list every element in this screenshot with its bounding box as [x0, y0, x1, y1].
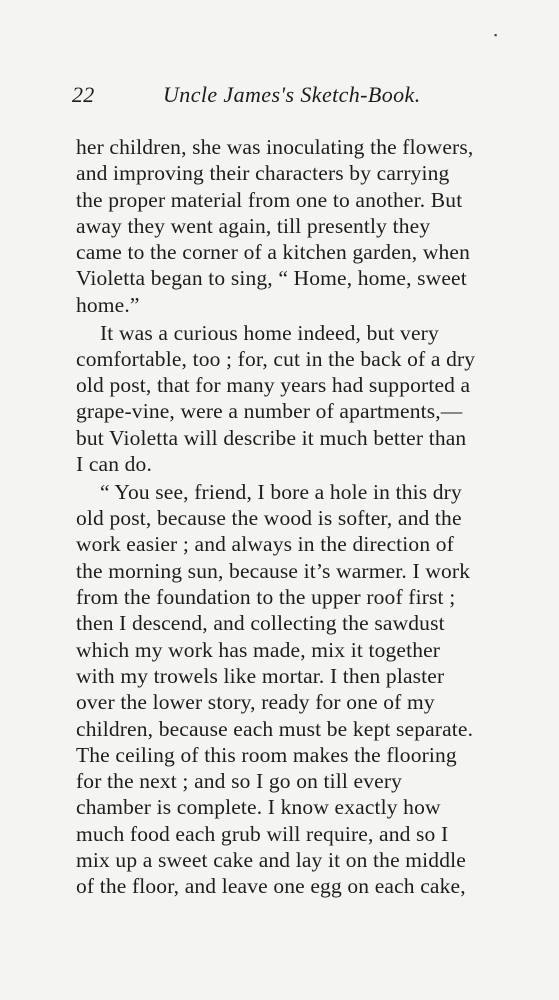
paragraph-2 [76, 320, 544, 478]
text-line: for the next ; and so I go on till every [76, 769, 403, 794]
text-line: I can do. [76, 452, 152, 477]
text-line: much food each grub will require, and so I [76, 821, 449, 846]
text-line: It was a curious home indeed, but very [100, 320, 439, 345]
text-line: from the foundation to the upper roof first ; [76, 585, 456, 610]
text-line: old post, that for many years had supported a [76, 373, 471, 398]
text-line: old post, because the wood is softer, and the [76, 506, 462, 531]
text-line: home.” [76, 292, 140, 317]
text-line: but Violetta will describe it much better than [76, 425, 467, 450]
text-line: Violetta began to sing, “ Home, home, sweet [76, 266, 467, 291]
text-line: away they went again, till presently they [76, 213, 431, 238]
text-line: “ You see, friend, I bore a hole in this dry [100, 479, 462, 504]
text-line: mix up a sweet cake and lay it on the middle [76, 848, 466, 873]
paragraph-3 [76, 479, 544, 900]
text-line: the morning sun, because it’s warmer. I work [76, 558, 471, 583]
text-line: work easier ; and always in the direction of [76, 532, 454, 557]
running-title: Uncle James's Sketch-Book. [163, 82, 421, 107]
text-line: with my trowels like mortar. I then plaster [76, 663, 445, 688]
text-line: The ceiling of this room makes the flooring [76, 742, 457, 767]
text-line: and improving their characters by carrying [76, 161, 450, 186]
text-line: chamber is complete. I know exactly how [76, 795, 441, 820]
text-line: grape-vine, were a number of apartments,— [76, 399, 463, 424]
page-number: 22 [72, 82, 95, 107]
text-line: children, because each must be kept separate. [76, 716, 474, 741]
ink-speck: ▪ [494, 30, 498, 40]
body-text [76, 134, 544, 900]
text-line: which my work has made, mix it together [76, 637, 441, 662]
text-line: came to the corner of a kitchen garden, when [76, 240, 471, 265]
paragraph-1 [76, 134, 544, 318]
text-line: of the floor, and leave one egg on each cake, [76, 874, 466, 899]
text-line: her children, she was inoculating the flowers, [76, 135, 474, 159]
text-line: the proper material from one to another. But [76, 187, 463, 212]
text-line: then I descend, and collecting the sawdust [76, 611, 445, 636]
text-line: comfortable, too ; for, cut in the back of a dry [76, 346, 476, 371]
text-line: over the lower story, ready for one of my [76, 690, 435, 715]
